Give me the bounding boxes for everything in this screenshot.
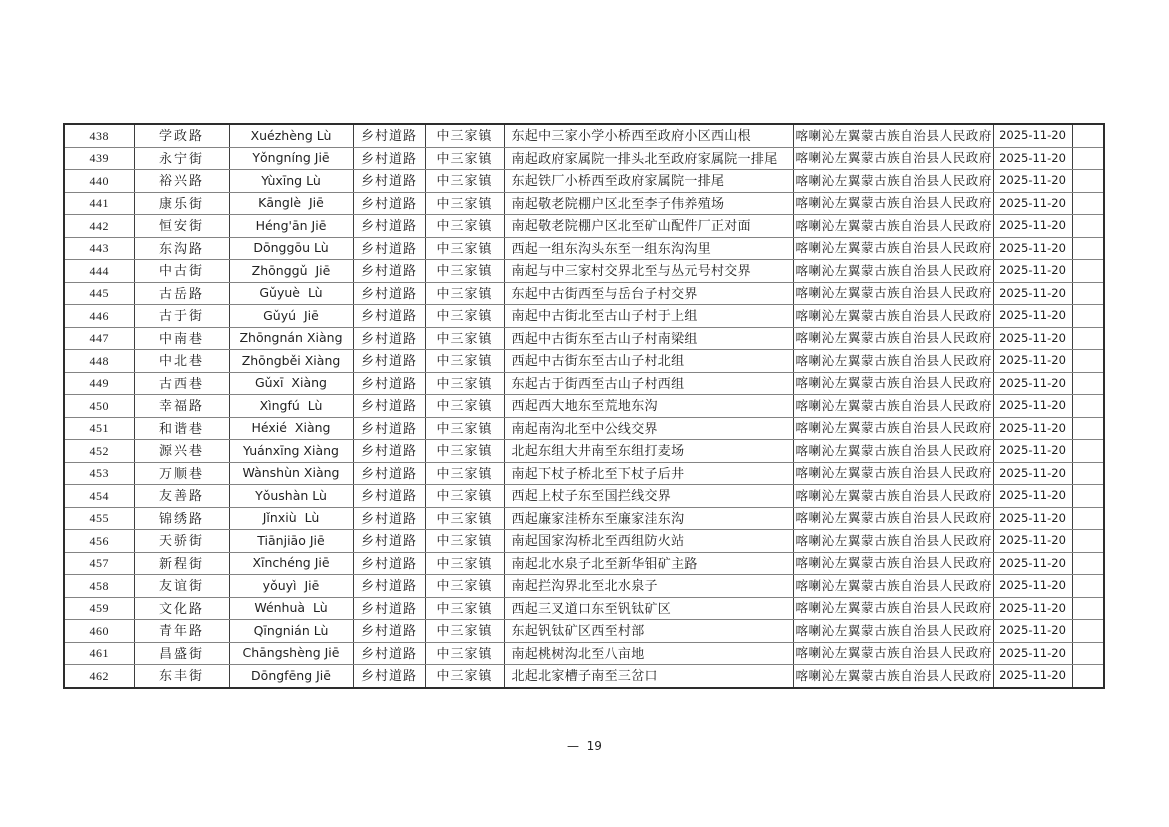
cell-township: 中三家镇 — [425, 372, 504, 395]
cell-sequence-number: 456 — [64, 530, 134, 553]
cell-road-name-pinyin: Yǒngníng Jiē — [229, 147, 353, 170]
cell-road-name-pinyin: Jǐnxiù Lù — [229, 507, 353, 530]
cell-township: 中三家镇 — [425, 417, 504, 440]
cell-extent-description: 南起中古街北至古山子村于上组 — [504, 305, 793, 328]
cell-extent-description: 南起拦沟界北至北水泉子 — [504, 575, 793, 598]
cell-road-name-pinyin: Chāngshèng Jiē — [229, 642, 353, 665]
cell-road-name-chinese: 恒安街 — [134, 215, 229, 238]
cell-sequence-number: 438 — [64, 124, 134, 147]
cell-sequence-number: 460 — [64, 620, 134, 643]
cell-remark — [1072, 575, 1104, 598]
cell-remark — [1072, 620, 1104, 643]
cell-road-name-chinese: 天骄街 — [134, 530, 229, 553]
cell-road-type: 乡村道路 — [353, 462, 425, 485]
cell-road-type: 乡村道路 — [353, 485, 425, 508]
table-row — [64, 620, 1104, 643]
cell-extent-description: 北起东组大井南至东组打麦场 — [504, 440, 793, 463]
cell-road-name-chinese: 昌盛街 — [134, 642, 229, 665]
cell-remark — [1072, 417, 1104, 440]
cell-road-type: 乡村道路 — [353, 260, 425, 283]
cell-road-name-chinese: 幸福路 — [134, 395, 229, 418]
table-row — [64, 530, 1104, 553]
cell-road-name-chinese: 永宁街 — [134, 147, 229, 170]
table-row — [64, 327, 1104, 350]
cell-township: 中三家镇 — [425, 305, 504, 328]
cell-extent-description: 西起西大地东至荒地东沟 — [504, 395, 793, 418]
cell-road-type: 乡村道路 — [353, 552, 425, 575]
cell-remark — [1072, 350, 1104, 373]
cell-road-name-chinese: 友善路 — [134, 485, 229, 508]
cell-announce-date: 2025-11-20 — [993, 552, 1072, 575]
table-row — [64, 147, 1104, 170]
cell-sequence-number: 448 — [64, 350, 134, 373]
cell-extent-description: 南起南沟北至中公线交界 — [504, 417, 793, 440]
cell-sequence-number: 455 — [64, 507, 134, 530]
cell-remark — [1072, 507, 1104, 530]
cell-road-name-chinese: 古西巷 — [134, 372, 229, 395]
cell-extent-description: 西起中古街东至古山子村南梁组 — [504, 327, 793, 350]
cell-remark — [1072, 282, 1104, 305]
cell-road-type: 乡村道路 — [353, 215, 425, 238]
cell-township: 中三家镇 — [425, 440, 504, 463]
cell-road-name-chinese: 中古街 — [134, 260, 229, 283]
cell-extent-description: 东起中古街西至与岳台子村交界 — [504, 282, 793, 305]
cell-approving-authority: 喀喇沁左翼蒙古族自治县人民政府 — [793, 192, 993, 215]
cell-approving-authority: 喀喇沁左翼蒙古族自治县人民政府 — [793, 327, 993, 350]
cell-road-name-pinyin: Dōngfēng Jiē — [229, 665, 353, 688]
cell-road-name-pinyin: Gǔyú Jiē — [229, 305, 353, 328]
cell-road-type: 乡村道路 — [353, 305, 425, 328]
table-body — [64, 124, 1104, 688]
cell-road-type: 乡村道路 — [353, 327, 425, 350]
cell-road-type: 乡村道路 — [353, 192, 425, 215]
cell-extent-description: 南起政府家属院一排头北至政府家属院一排尾 — [504, 147, 793, 170]
cell-sequence-number: 461 — [64, 642, 134, 665]
table-row — [64, 507, 1104, 530]
cell-road-name-chinese: 友谊街 — [134, 575, 229, 598]
cell-approving-authority: 喀喇沁左翼蒙古族自治县人民政府 — [793, 462, 993, 485]
cell-announce-date: 2025-11-20 — [993, 237, 1072, 260]
cell-township: 中三家镇 — [425, 237, 504, 260]
cell-township: 中三家镇 — [425, 350, 504, 373]
cell-announce-date: 2025-11-20 — [993, 620, 1072, 643]
cell-road-name-chinese: 古岳路 — [134, 282, 229, 305]
cell-road-name-pinyin: Xìngfú Lù — [229, 395, 353, 418]
cell-approving-authority: 喀喇沁左翼蒙古族自治县人民政府 — [793, 440, 993, 463]
cell-remark — [1072, 305, 1104, 328]
cell-road-name-pinyin: Qīngnián Lù — [229, 620, 353, 643]
cell-remark — [1072, 327, 1104, 350]
cell-remark — [1072, 372, 1104, 395]
cell-road-name-chinese: 东丰街 — [134, 665, 229, 688]
cell-township: 中三家镇 — [425, 327, 504, 350]
cell-road-name-pinyin: Kānglè Jiē — [229, 192, 353, 215]
cell-announce-date: 2025-11-20 — [993, 305, 1072, 328]
cell-township: 中三家镇 — [425, 462, 504, 485]
cell-extent-description: 西起廉家洼桥东至廉家洼东沟 — [504, 507, 793, 530]
cell-sequence-number: 443 — [64, 237, 134, 260]
cell-road-type: 乡村道路 — [353, 124, 425, 147]
cell-remark — [1072, 642, 1104, 665]
cell-road-type: 乡村道路 — [353, 642, 425, 665]
cell-road-name-pinyin: Héng'ān Jiē — [229, 215, 353, 238]
cell-announce-date: 2025-11-20 — [993, 642, 1072, 665]
cell-remark — [1072, 485, 1104, 508]
cell-sequence-number: 457 — [64, 552, 134, 575]
cell-road-name-pinyin: Gǔxī Xiàng — [229, 372, 353, 395]
cell-announce-date: 2025-11-20 — [993, 327, 1072, 350]
cell-remark — [1072, 440, 1104, 463]
cell-remark — [1072, 597, 1104, 620]
cell-extent-description: 南起北水泉子北至新华钼矿主路 — [504, 552, 793, 575]
cell-sequence-number: 449 — [64, 372, 134, 395]
cell-approving-authority: 喀喇沁左翼蒙古族自治县人民政府 — [793, 237, 993, 260]
cell-remark — [1072, 260, 1104, 283]
cell-township: 中三家镇 — [425, 552, 504, 575]
cell-sequence-number: 453 — [64, 462, 134, 485]
cell-road-name-chinese: 新程街 — [134, 552, 229, 575]
table-row — [64, 552, 1104, 575]
table-row — [64, 665, 1104, 688]
cell-road-name-pinyin: Yùxīng Lù — [229, 170, 353, 193]
cell-sequence-number: 444 — [64, 260, 134, 283]
cell-approving-authority: 喀喇沁左翼蒙古族自治县人民政府 — [793, 372, 993, 395]
cell-extent-description: 东起铁厂小桥西至政府家属院一排尾 — [504, 170, 793, 193]
cell-approving-authority: 喀喇沁左翼蒙古族自治县人民政府 — [793, 597, 993, 620]
cell-township: 中三家镇 — [425, 192, 504, 215]
cell-remark — [1072, 395, 1104, 418]
cell-approving-authority: 喀喇沁左翼蒙古族自治县人民政府 — [793, 124, 993, 147]
cell-road-name-pinyin: Wénhuà Lù — [229, 597, 353, 620]
cell-announce-date: 2025-11-20 — [993, 575, 1072, 598]
cell-announce-date: 2025-11-20 — [993, 395, 1072, 418]
cell-approving-authority: 喀喇沁左翼蒙古族自治县人民政府 — [793, 305, 993, 328]
cell-extent-description: 西起上杖子东至国拦线交界 — [504, 485, 793, 508]
cell-road-name-chinese: 学政路 — [134, 124, 229, 147]
cell-announce-date: 2025-11-20 — [993, 462, 1072, 485]
cell-road-name-pinyin: Tiānjiāo Jiē — [229, 530, 353, 553]
cell-road-name-pinyin: Wànshùn Xiàng — [229, 462, 353, 485]
cell-road-type: 乡村道路 — [353, 237, 425, 260]
table-row — [64, 350, 1104, 373]
cell-township: 中三家镇 — [425, 170, 504, 193]
cell-road-name-pinyin: Yuánxīng Xiàng — [229, 440, 353, 463]
cell-extent-description: 南起与中三家村交界北至与丛元号村交界 — [504, 260, 793, 283]
cell-approving-authority: 喀喇沁左翼蒙古族自治县人民政府 — [793, 507, 993, 530]
cell-road-name-chinese: 文化路 — [134, 597, 229, 620]
table-row — [64, 642, 1104, 665]
cell-extent-description: 东起古于街西至古山子村西组 — [504, 372, 793, 395]
cell-remark — [1072, 215, 1104, 238]
cell-road-type: 乡村道路 — [353, 147, 425, 170]
cell-extent-description: 西起中古街东至古山子村北组 — [504, 350, 793, 373]
cell-announce-date: 2025-11-20 — [993, 530, 1072, 553]
cell-sequence-number: 447 — [64, 327, 134, 350]
cell-road-name-chinese: 青年路 — [134, 620, 229, 643]
cell-road-type: 乡村道路 — [353, 620, 425, 643]
cell-township: 中三家镇 — [425, 507, 504, 530]
cell-road-type: 乡村道路 — [353, 507, 425, 530]
cell-extent-description: 南起桃树沟北至八亩地 — [504, 642, 793, 665]
table-row — [64, 462, 1104, 485]
cell-approving-authority: 喀喇沁左翼蒙古族自治县人民政府 — [793, 530, 993, 553]
cell-road-type: 乡村道路 — [353, 372, 425, 395]
cell-township: 中三家镇 — [425, 395, 504, 418]
table-row — [64, 417, 1104, 440]
cell-road-name-pinyin: Xuézhèng Lù — [229, 124, 353, 147]
table-row — [64, 260, 1104, 283]
cell-sequence-number: 445 — [64, 282, 134, 305]
cell-approving-authority: 喀喇沁左翼蒙古族自治县人民政府 — [793, 282, 993, 305]
cell-remark — [1072, 552, 1104, 575]
cell-road-name-chinese: 裕兴路 — [134, 170, 229, 193]
cell-sequence-number: 459 — [64, 597, 134, 620]
cell-sequence-number: 441 — [64, 192, 134, 215]
cell-road-type: 乡村道路 — [353, 597, 425, 620]
cell-sequence-number: 439 — [64, 147, 134, 170]
cell-sequence-number: 451 — [64, 417, 134, 440]
cell-remark — [1072, 530, 1104, 553]
cell-sequence-number: 452 — [64, 440, 134, 463]
table-row — [64, 575, 1104, 598]
cell-township: 中三家镇 — [425, 597, 504, 620]
cell-extent-description: 东起中三家小学小桥西至政府小区西山根 — [504, 124, 793, 147]
cell-township: 中三家镇 — [425, 620, 504, 643]
cell-approving-authority: 喀喇沁左翼蒙古族自治县人民政府 — [793, 642, 993, 665]
cell-road-name-chinese: 中南巷 — [134, 327, 229, 350]
cell-approving-authority: 喀喇沁左翼蒙古族自治县人民政府 — [793, 665, 993, 688]
cell-road-name-chinese: 和谐巷 — [134, 417, 229, 440]
cell-remark — [1072, 462, 1104, 485]
cell-extent-description: 南起敬老院棚户区北至李子伟养殖场 — [504, 192, 793, 215]
cell-approving-authority: 喀喇沁左翼蒙古族自治县人民政府 — [793, 350, 993, 373]
table-row — [64, 215, 1104, 238]
cell-road-name-chinese: 锦绣路 — [134, 507, 229, 530]
cell-approving-authority: 喀喇沁左翼蒙古族自治县人民政府 — [793, 552, 993, 575]
cell-township: 中三家镇 — [425, 147, 504, 170]
cell-announce-date: 2025-11-20 — [993, 124, 1072, 147]
cell-road-name-chinese: 康乐街 — [134, 192, 229, 215]
cell-approving-authority: 喀喇沁左翼蒙古族自治县人民政府 — [793, 620, 993, 643]
cell-announce-date: 2025-11-20 — [993, 350, 1072, 373]
cell-sequence-number: 454 — [64, 485, 134, 508]
cell-road-name-chinese: 源兴巷 — [134, 440, 229, 463]
cell-road-name-chinese: 中北巷 — [134, 350, 229, 373]
cell-road-type: 乡村道路 — [353, 440, 425, 463]
cell-township: 中三家镇 — [425, 575, 504, 598]
cell-remark — [1072, 124, 1104, 147]
table-row — [64, 192, 1104, 215]
cell-road-type: 乡村道路 — [353, 282, 425, 305]
cell-remark — [1072, 192, 1104, 215]
cell-sequence-number: 450 — [64, 395, 134, 418]
cell-announce-date: 2025-11-20 — [993, 372, 1072, 395]
cell-approving-authority: 喀喇沁左翼蒙古族自治县人民政府 — [793, 417, 993, 440]
cell-sequence-number: 462 — [64, 665, 134, 688]
cell-township: 中三家镇 — [425, 642, 504, 665]
table-row — [64, 597, 1104, 620]
table-row — [64, 485, 1104, 508]
cell-announce-date: 2025-11-20 — [993, 282, 1072, 305]
cell-extent-description: 西起一组东沟头东至一组东沟沟里 — [504, 237, 793, 260]
cell-road-name-pinyin: Héxié Xiàng — [229, 417, 353, 440]
table-row — [64, 372, 1104, 395]
cell-approving-authority: 喀喇沁左翼蒙古族自治县人民政府 — [793, 147, 993, 170]
table-row — [64, 305, 1104, 328]
cell-announce-date: 2025-11-20 — [993, 597, 1072, 620]
cell-extent-description: 南起下杖子桥北至下杖子后井 — [504, 462, 793, 485]
cell-township: 中三家镇 — [425, 215, 504, 238]
table-row — [64, 282, 1104, 305]
cell-road-name-pinyin: Dōnggōu Lù — [229, 237, 353, 260]
cell-sequence-number: 440 — [64, 170, 134, 193]
cell-announce-date: 2025-11-20 — [993, 170, 1072, 193]
table-row — [64, 237, 1104, 260]
cell-announce-date: 2025-11-20 — [993, 440, 1072, 463]
table-row — [64, 395, 1104, 418]
cell-remark — [1072, 170, 1104, 193]
table-row — [64, 170, 1104, 193]
cell-announce-date: 2025-11-20 — [993, 485, 1072, 508]
cell-road-name-pinyin: yǒuyì Jiē — [229, 575, 353, 598]
cell-announce-date: 2025-11-20 — [993, 665, 1072, 688]
cell-road-type: 乡村道路 — [353, 170, 425, 193]
cell-township: 中三家镇 — [425, 260, 504, 283]
cell-approving-authority: 喀喇沁左翼蒙古族自治县人民政府 — [793, 575, 993, 598]
cell-township: 中三家镇 — [425, 485, 504, 508]
cell-approving-authority: 喀喇沁左翼蒙古族自治县人民政府 — [793, 170, 993, 193]
cell-approving-authority: 喀喇沁左翼蒙古族自治县人民政府 — [793, 485, 993, 508]
cell-sequence-number: 442 — [64, 215, 134, 238]
cell-road-name-pinyin: Yǒushàn Lù — [229, 485, 353, 508]
cell-road-type: 乡村道路 — [353, 530, 425, 553]
cell-announce-date: 2025-11-20 — [993, 417, 1072, 440]
cell-road-name-pinyin: Gǔyuè Lù — [229, 282, 353, 305]
cell-extent-description: 北起北家槽子南至三岔口 — [504, 665, 793, 688]
cell-sequence-number: 446 — [64, 305, 134, 328]
cell-announce-date: 2025-11-20 — [993, 215, 1072, 238]
cell-announce-date: 2025-11-20 — [993, 192, 1072, 215]
cell-road-type: 乡村道路 — [353, 350, 425, 373]
table-row — [64, 124, 1104, 147]
cell-road-name-pinyin: Zhōnggǔ Jiē — [229, 260, 353, 283]
cell-township: 中三家镇 — [425, 124, 504, 147]
cell-township: 中三家镇 — [425, 530, 504, 553]
cell-township: 中三家镇 — [425, 665, 504, 688]
cell-township: 中三家镇 — [425, 282, 504, 305]
cell-approving-authority: 喀喇沁左翼蒙古族自治县人民政府 — [793, 215, 993, 238]
cell-road-name-chinese: 万顺巷 — [134, 462, 229, 485]
cell-road-type: 乡村道路 — [353, 575, 425, 598]
table-row — [64, 440, 1104, 463]
cell-extent-description: 东起钒钛矿区西至村部 — [504, 620, 793, 643]
cell-road-type: 乡村道路 — [353, 417, 425, 440]
cell-road-type: 乡村道路 — [353, 665, 425, 688]
cell-extent-description: 南起敬老院棚户区北至矿山配件厂正对面 — [504, 215, 793, 238]
cell-extent-description: 西起三叉道口东至钒钛矿区 — [504, 597, 793, 620]
cell-remark — [1072, 665, 1104, 688]
cell-road-name-pinyin: Zhōngběi Xiàng — [229, 350, 353, 373]
cell-road-type: 乡村道路 — [353, 395, 425, 418]
cell-announce-date: 2025-11-20 — [993, 260, 1072, 283]
cell-road-name-pinyin: Zhōngnán Xiàng — [229, 327, 353, 350]
cell-road-name-chinese: 古于街 — [134, 305, 229, 328]
cell-approving-authority: 喀喇沁左翼蒙古族自治县人民政府 — [793, 260, 993, 283]
page-number: — 19 — [567, 739, 602, 753]
cell-sequence-number: 458 — [64, 575, 134, 598]
cell-road-name-pinyin: Xīnchéng Jiē — [229, 552, 353, 575]
cell-road-name-chinese: 东沟路 — [134, 237, 229, 260]
cell-extent-description: 南起国家沟桥北至西组防火站 — [504, 530, 793, 553]
road-names-table — [63, 123, 1105, 689]
cell-approving-authority: 喀喇沁左翼蒙古族自治县人民政府 — [793, 395, 993, 418]
cell-remark — [1072, 147, 1104, 170]
cell-remark — [1072, 237, 1104, 260]
cell-announce-date: 2025-11-20 — [993, 507, 1072, 530]
cell-announce-date: 2025-11-20 — [993, 147, 1072, 170]
